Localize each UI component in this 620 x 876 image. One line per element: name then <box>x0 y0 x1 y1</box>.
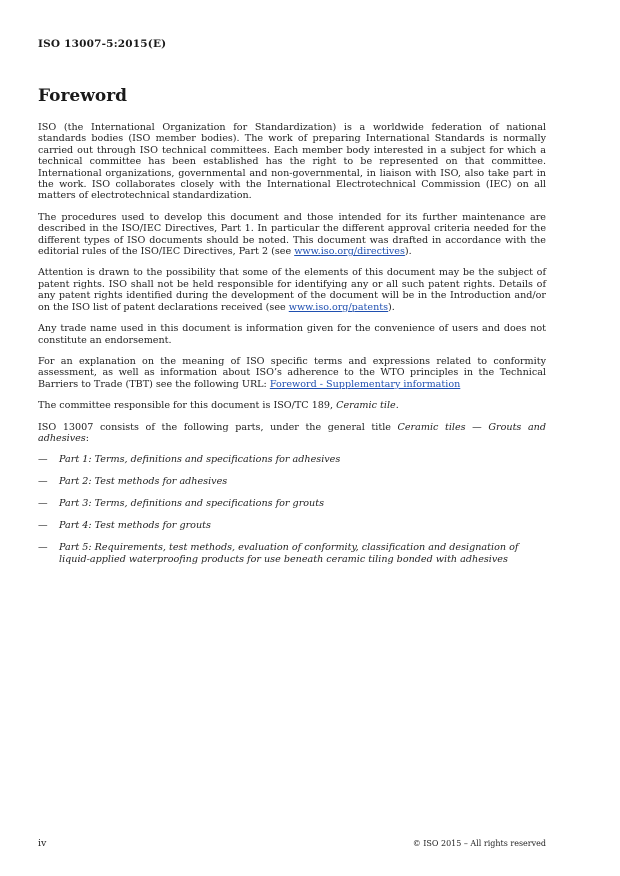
parts-list <box>38 454 546 565</box>
paragraph-committee-text: The committee responsible for this document is ISO/TC 189, <box>38 400 337 412</box>
paragraph-iso-intro: ISO (the International Organization for Standardization) is a worldwide federation of national standards bodies (ISO member bodies). The work of preparing International Standards is normally carried out through ISO technical committees. Each member body interested in a subject for which a technical committee has been established has the right to be represented on that committee. International organizations, governmental and non-governmental, in liaison with ISO, also take part in the work. ISO collaborates closely with the International Electrotechnical Commission (IEC) on all matters of electrotechnical standardization. <box>38 122 546 202</box>
list-item-text: Part 2: Test methods for adhesives <box>59 476 228 488</box>
foreword-body <box>38 122 546 576</box>
list-item <box>38 476 546 487</box>
page-title: Foreword <box>38 86 128 106</box>
directives-link[interactable]: www.iso.org/directives <box>294 246 405 258</box>
dash-bullet: — <box>38 542 48 554</box>
list-item-text: Part 5: Requirements, test methods, evaluation of conformity, classification and designation of liquid-applied waterproofing products for use beneath ceramic tiling bonded with adhesives <box>59 542 519 565</box>
dash-bullet: — <box>38 476 48 488</box>
paragraph-procedures-text: The procedures used to develop this document and those intended for its further maintenance are described in the ISO/IEC Directives, Part 1. In particular the different approval criteria needed for the different types of ISO documents should be noted. This document was drafted in accordance with the editorial rules of the ISO/IEC Directives, Part 2 (see <box>38 211 546 258</box>
dash-bullet: — <box>38 520 48 532</box>
paragraph-patents <box>38 267 546 313</box>
dash-bullet: — <box>38 498 48 510</box>
paragraph-parts-intro <box>38 422 546 445</box>
list-item-text: Part 1: Terms, definitions and specifications for adhesives <box>59 454 341 466</box>
paragraph-parts-intro-text: ISO 13007 consists of the following parts, under the general title <box>38 421 398 433</box>
list-item-text: Part 4: Test methods for grouts <box>59 520 211 532</box>
copyright-notice: © ISO 2015 – All rights reserved <box>412 839 546 848</box>
list-item <box>38 520 546 531</box>
paragraph-conformity-text: For an explanation on the meaning of ISO specific terms and expressions related to conformity assessment, as well as information about ISO’s adherence to the WTO principles in the Technical Barriers to Trade (TBT) see the following URL: <box>38 355 546 390</box>
patents-link[interactable]: www.iso.org/patents <box>288 301 389 313</box>
paragraph-committee <box>38 400 546 411</box>
list-item <box>38 498 546 509</box>
document-id-header: ISO 13007-5:2015(E) <box>38 38 167 50</box>
list-item <box>38 454 546 465</box>
paragraph-procedures-end: ). <box>404 246 412 258</box>
paragraph-procedures <box>38 212 546 258</box>
paragraph-parts-intro-end: : <box>85 432 89 444</box>
paragraph-patents-end: ). <box>388 301 395 313</box>
paragraph-committee-end: . <box>395 400 399 412</box>
page-number: iv <box>38 838 47 849</box>
general-title-italic: Ceramic tiles — Grouts and adhesives <box>38 421 546 444</box>
list-item <box>38 542 546 565</box>
supplementary-info-link[interactable]: Foreword - Supplementary information <box>269 378 461 390</box>
dash-bullet: — <box>38 454 48 466</box>
paragraph-trade-name: Any trade name used in this document is information given for the convenience of users and does not constitute an endorsement. <box>38 323 546 346</box>
list-item-text: Part 3: Terms, definitions and specifications for grouts <box>59 498 325 510</box>
paragraph-conformity <box>38 356 546 390</box>
committee-italic: Ceramic tile <box>336 400 396 412</box>
paragraph-patents-text: Attention is drawn to the possibility that some of the elements of this document may be the subject of patent rights. ISO shall not be held responsible for identifying any or all such patent rights. Details of any patent rights identified during the development of the document will be in the Introduction and/or on the ISO list of patent declarations received (see <box>38 267 546 313</box>
